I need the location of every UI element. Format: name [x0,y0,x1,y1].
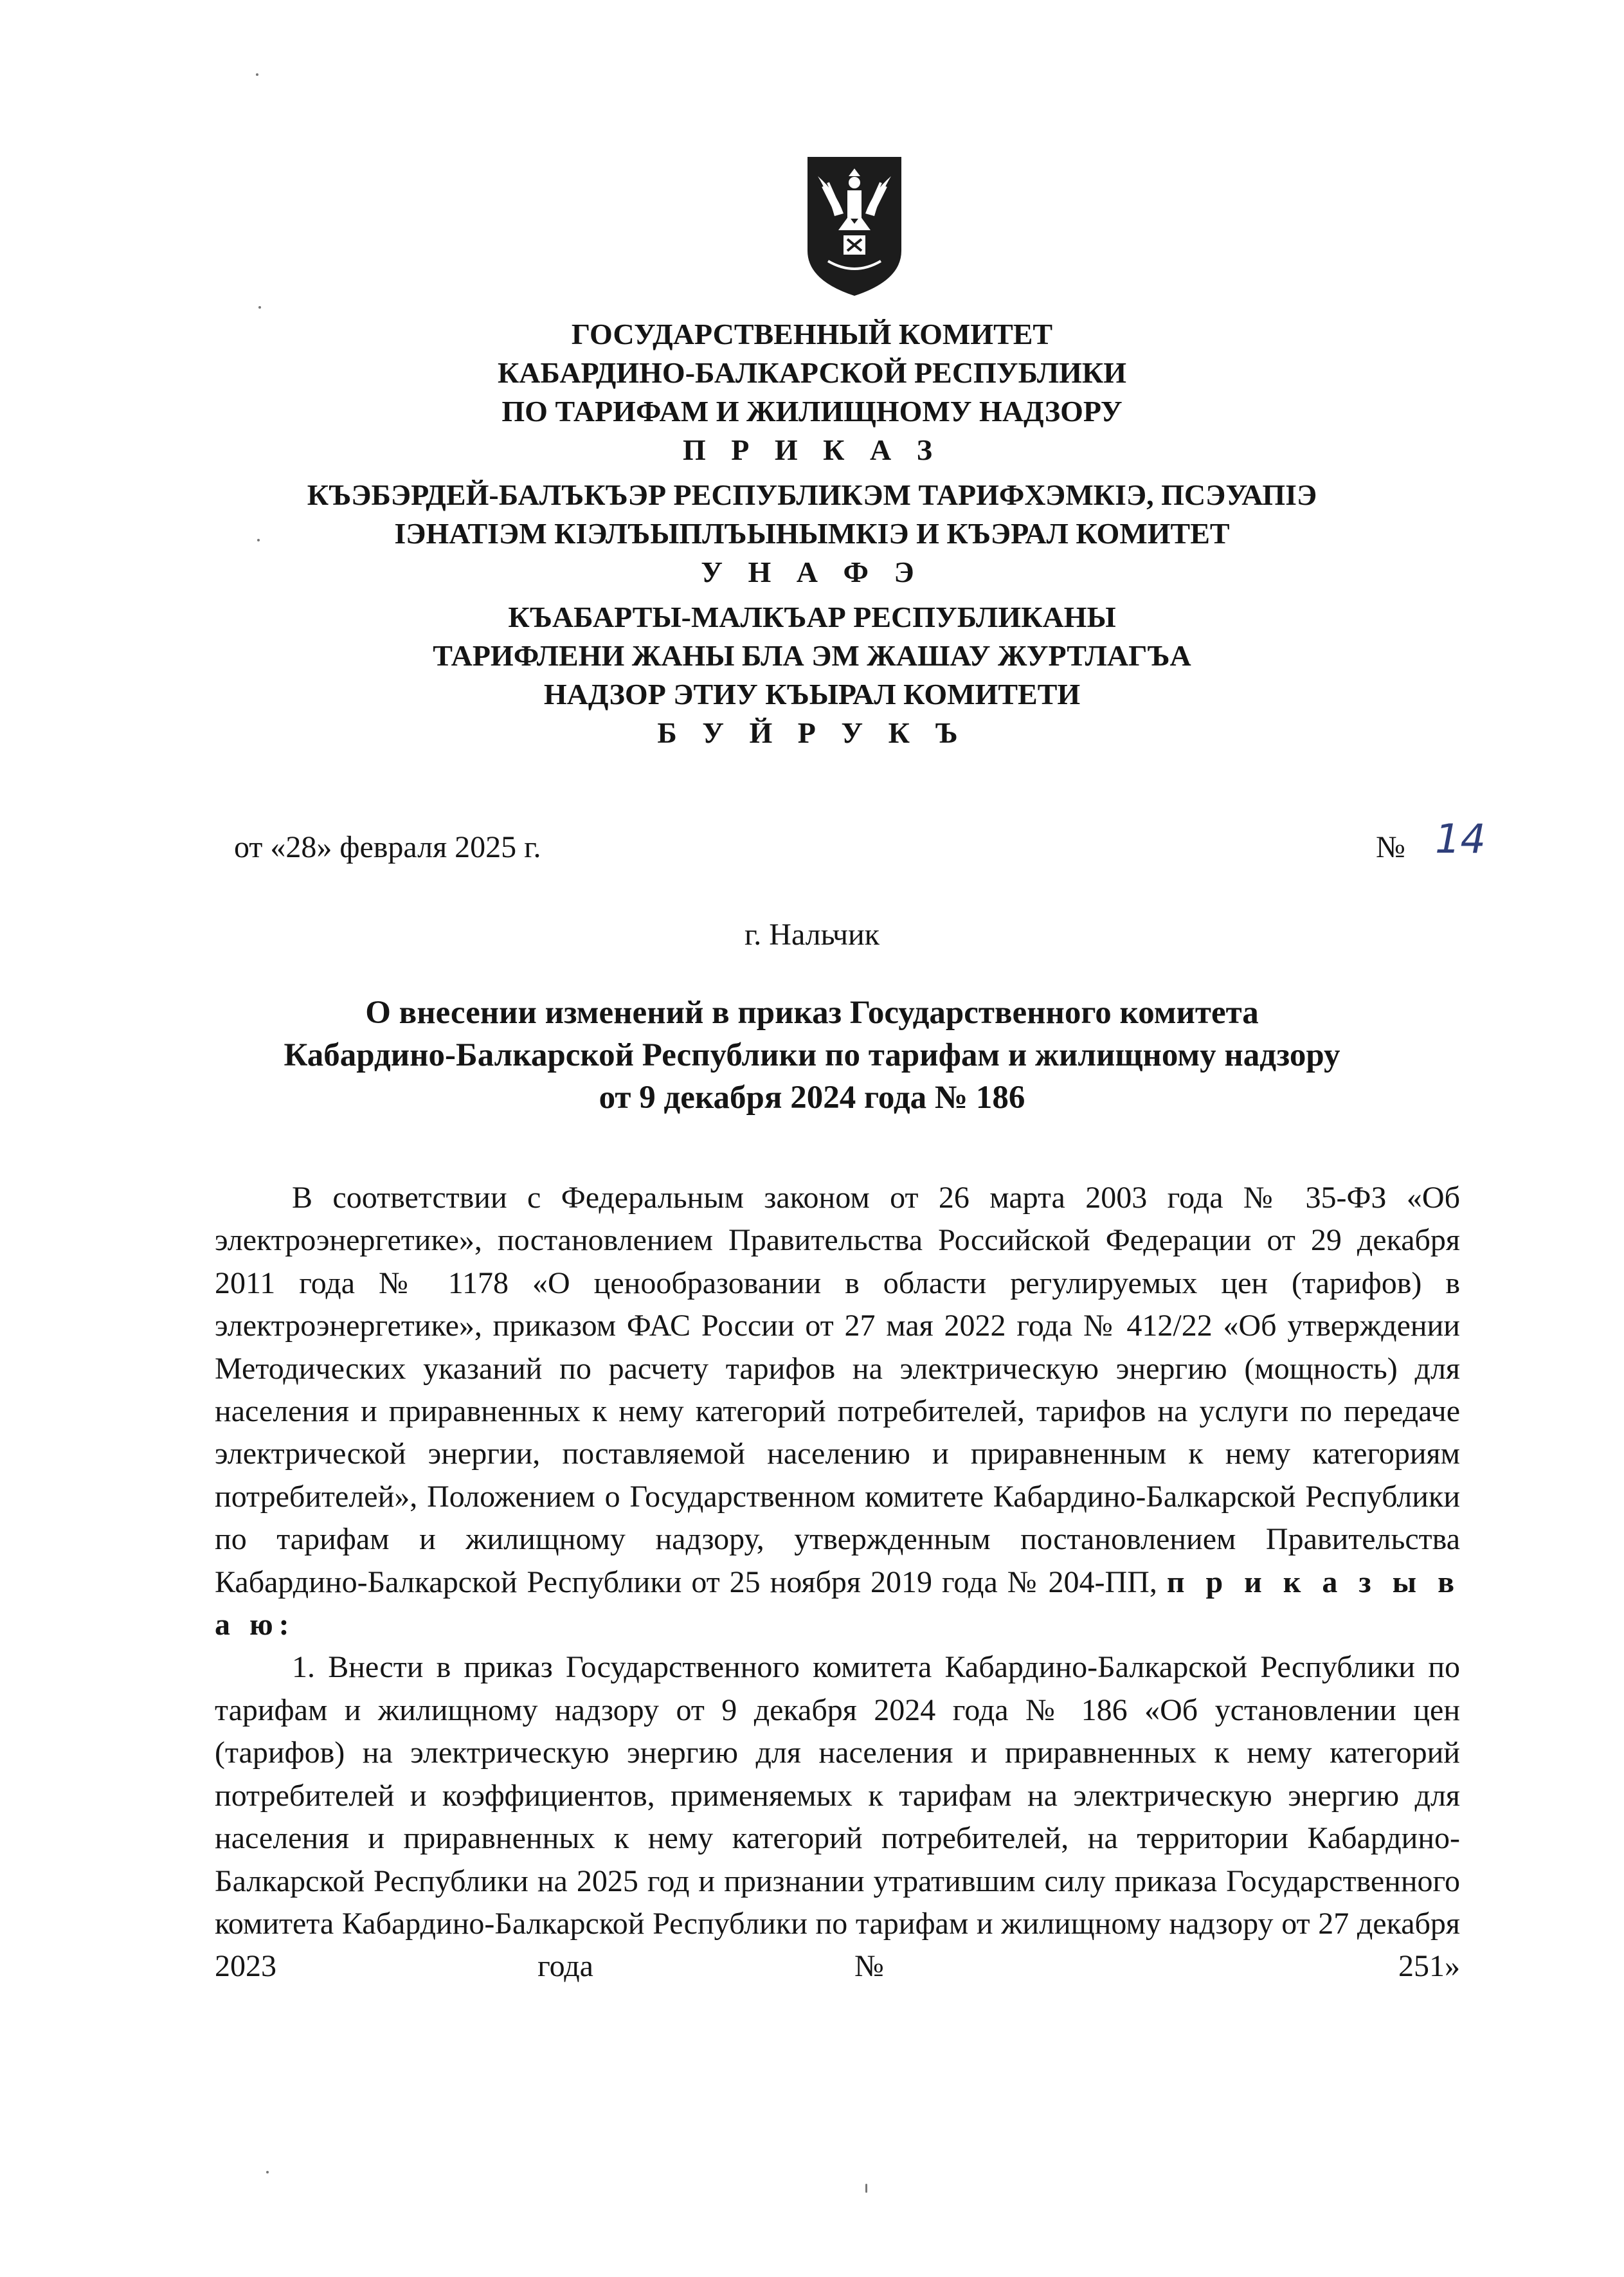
header-kbd-line: КЪЭБЭРДЕЙ-БАЛЪКЪЭР РЕСПУБЛИКЭМ ТАРИФХЭМКIЭ, ПСЭУАПIЭ [307,478,1317,511]
title-line: Кабардино-Балкарской Республики по тарифам и жилищному надзору [284,1037,1340,1073]
header-ru [0,315,1624,469]
title-line: О внесении изменений в приказ Государственного комитета [365,995,1259,1031]
scan-speck [258,306,261,309]
header-ru-line: ПО ТАРИФАМ И ЖИЛИЩНОМУ НАДЗОРУ [501,395,1123,428]
header-krc-line: КЪАБАРТЫ-МАЛКЪАР РЕСПУБЛИКАНЫ [508,601,1116,633]
scan-speck [266,2171,269,2173]
scan-speck [257,539,260,541]
header-ru-line: ГОСУДАРСТВЕННЫЙ КОМИТЕТ [571,318,1053,350]
header-krc [0,598,1624,752]
order-number-label: № [1376,830,1405,864]
header-krc-line: НАДЗОР ЭТИУ КЪЫРАЛ КОМИТЕТИ [543,678,1081,711]
document-title [0,992,1624,1119]
header-kbd-line: IЭНАТIЭМ КIЭЛЪЫПЛЪЫНЫМКIЭ И КЪЭРАЛ КОМИТЕТ [394,517,1230,550]
header-kbd [0,476,1624,592]
city: г. Нальчик [744,918,880,952]
title-line: от 9 декабря 2024 года № 186 [599,1080,1025,1116]
doc-type-kbd: У Н А Ф Э [701,556,923,588]
doc-type-ru: П Р И К А З [682,433,941,466]
doc-type-krc: Б У Й Р У К Ъ [657,716,967,749]
body-paragraph-2: 1. Внести в приказ Государственного комитета Кабардино-Балкарской Республики по тарифам и жилищному надзору от 9 декабря 2024 года № 186 «Об установлении цен (тарифов) на электрическую энергию для населения и приравненных к нему категорий потребителей и коэффициентов, применяемых к тарифам на электрическую энергию для населения и приравненных к нему категорий потребителей, на территории Кабардино-Балкарской Республики на 2025 год и признании утратившим силу приказа Государственного комитета Кабардино-Балкарской Республики по тарифам и жилищному надзору от 27 декабря 2023 года № 251» [215,1650,1460,1984]
scan-speck [256,73,258,76]
document-body [215,1177,1460,1988]
scan-speck [865,2184,867,2193]
order-directive: п р и к а з ы в а ю: [215,1565,1461,1642]
header-krc-line: ТАРИФЛЕНИ ЖАНЫ БЛА ЭМ ЖАШАУ ЖУРТЛАГЪА [433,639,1191,672]
header-ru-line: КАБАРДИНО-БАЛКАРСКОЙ РЕСПУБЛИКИ [497,356,1127,389]
body-paragraph-1 [215,1177,1460,1646]
coat-of-arms-emblem [805,154,904,298]
order-date: от «28» февраля 2025 г. [234,830,541,864]
preamble-text: В соответствии с Федеральным законом от 26 марта 2003 года № 35-ФЗ «Об электроэнергетике», постановлением Правительства Российской Федерации от 29 декабря 2011 года № 1178 «О ценообразовании в области регулируемых цен (тарифов) в электроэнергетике», приказом ФАС России от 27 мая 2022 года № 412/22 «Об утверждении Методических указаний по расчету тарифов на электрическую энергию (мощность) для населения и приравненных к нему категорий потребителей, тарифов на услуги по передаче электрической энергии, поставляемой населению и приравненным к нему категориям потребителей», Положением о Государственном комитете Кабардино-Балкарской Республики по тарифам и жилищному надзору, утвержденным постановлением Правительства Кабардино-Балкарской Республики от 25 ноября 2019 года № 204-ПП, [215,1181,1460,1599]
order-number-handwritten: 14 [1435,815,1486,862]
